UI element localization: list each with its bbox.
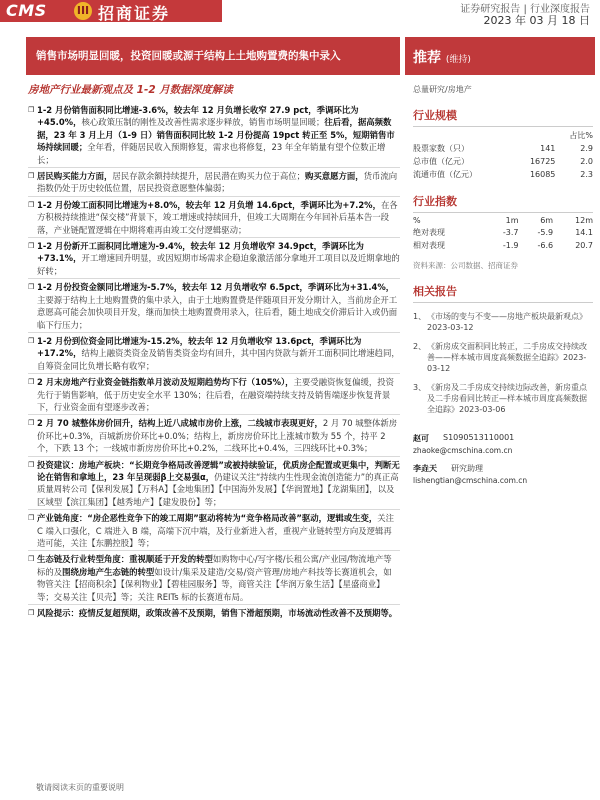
paragraph-text: 在各方积极持续推进“保交楼”背景下，竣工增速或持续回升，但竣工大周期在今年回补后基本告一段落，产业链配置逻辑在中期将难再由竣工交付逻辑驱动； [37, 199, 398, 235]
sidebar [413, 80, 593, 485]
bullet-icon: ❒ [28, 200, 35, 209]
analyst-email[interactable]: lishengtian@cmschina.com.cn [413, 476, 528, 485]
bullet-icon: ❒ [28, 555, 35, 564]
bullet-paragraph [28, 414, 400, 454]
bullet-icon: ❒ [28, 460, 35, 469]
table-header-row [413, 215, 593, 226]
table-row [413, 168, 593, 181]
key-point-text: 风险提示：疫情反复超预期，政策改善不及预期，销售下滑超预期，市场流动性改善不及预期等。 [37, 608, 398, 619]
key-point-text: 往后看，据高频数据，23 年 3 月上月（1-9 日）销售面积同比较 1-2 月份提高 19pct 转正至 5%，短期销售市场持续回暖； [37, 117, 395, 153]
key-point-text: 1-2 月份竣工面积同比增速为+8.0%，较去年 12 月负增 14.6pct，季调环比为+7.2%， [37, 199, 381, 210]
bullet-icon: ❒ [28, 419, 35, 428]
report-title: 销售市场明显回暖，投资回暖或源于结构上土地购置费的集中录入 [36, 50, 341, 62]
cell: 16725 [529, 157, 556, 166]
bullet-icon: ❒ [28, 172, 35, 181]
bullet-paragraph [28, 456, 400, 509]
bullet-paragraph [28, 604, 400, 619]
cell: 总市值（亿元） [413, 157, 469, 166]
cell: 2.3 [580, 170, 593, 179]
key-point-text: 1-2 月份到位资金同比增速为-15.2%，较去年 12 月负增收窄 13.6pct，季调环比为+17.2%， [37, 335, 362, 359]
report-title-text: 《新房成交面积同比转正，二手房成交持续改善——样本城市周度高频数据全追踪》2023-03-12 [427, 342, 587, 373]
cell: 16085 [529, 170, 556, 179]
cell: -5.9 [537, 228, 554, 237]
reports-heading: 相关报告 [413, 283, 593, 303]
index-table [413, 215, 593, 252]
bullet-icon: ❒ [28, 336, 35, 345]
paragraph-text: 主要受融资恢复偏缓，投资先行于销售影响，低于历史安全水平 130%；往后看，在融资端持续支持及销售端逐步恢复背景下，行业资金面有望逐步改善； [37, 377, 395, 412]
bullet-paragraph [28, 373, 400, 413]
paragraph-text: 核心政策压制的刚性及改善性需求逐步释放，销售市场明显回暖； [81, 117, 325, 128]
rating-sub: (维持) [445, 55, 471, 65]
paragraph-text: 全年看，伴随居民收入预期修复，需求也将修复，23 年全年销量有望个位数正增长； [37, 142, 386, 165]
bullet-icon: ❒ [28, 283, 35, 292]
scale-table [413, 129, 593, 181]
scale-head: 占比% [569, 131, 593, 140]
report-index: 2、 [413, 342, 427, 351]
report-title-text: 《新房及二手房成交持续边际改善，新房重点及二手房看同比转正—样本城市周度高频数据全追踪》2023-03-06 [427, 383, 587, 414]
cell: 6m [540, 216, 554, 225]
index-heading: 行业指数 [413, 193, 593, 213]
table-row [413, 142, 593, 155]
analyst-section [413, 433, 593, 485]
footer-note: 敬请阅读末页的重要说明 [36, 783, 124, 792]
paragraph-text: 关注 C 端入口强化，C 端进入 B 端，高端下沉中端，及行业新进入者，重视产业链转型方向及逻辑再造可能，关注【东鹏控股】等； [37, 513, 395, 548]
cell: 绝对表现 [413, 228, 445, 237]
cell: -6.6 [537, 241, 554, 250]
analyst-name: 李垚天 [413, 464, 437, 473]
key-point-text: 1-2 月份投资金额同比增速为-5.7%，较去年 12 月负增收窄 6.5pct，季调环比为+31.4%， [37, 282, 395, 293]
cell: 相对表现 [413, 241, 445, 250]
bullet-paragraph [28, 237, 400, 277]
key-point-text: 2 月末房地产行业资金链指数单月波动及短期趋势均下行（105%）， [37, 377, 294, 388]
cell: 股票家数（只） [413, 144, 469, 153]
related-report-link[interactable] [413, 382, 593, 415]
paragraph-text: 仍建议关注“持续内生性现金流创造能力”的真正高质量周转公司【保利发展】【万科A】【金地集团】【中国海外发展】【华润置地】【龙湖集团】，以及区域型【滨江集团】【越秀地产】【建发股份】等； [37, 471, 399, 507]
source-note: 资料来源：公司数据、招商证券 [413, 261, 518, 270]
paragraph-text: 如购物中心/写字楼/长租公寓/产业园/物流地产等标的及 [37, 554, 392, 577]
bullet-icon: ❒ [28, 378, 35, 387]
bullet-icon: ❒ [28, 106, 35, 114]
cell: 1m [505, 216, 519, 225]
key-point-text: 2 月 70 城整体房价回升，结构上近八成城市房价上涨，二线城市表现更好， [37, 418, 323, 429]
cell: 12m [575, 216, 593, 225]
key-point-text: 围绕房地产生态链的转型 [62, 566, 155, 577]
key-point-text: 产业链角度：“房企恶性竞争下的竣工周期”驱动将转为“竞争格局改善”驱动，逻辑或生变， [37, 513, 378, 524]
bullet-paragraph [28, 196, 400, 236]
cell: % [413, 216, 421, 225]
bullet-icon: ❒ [28, 514, 35, 523]
paragraph-text: 如设计/集采及建造/交易/资产管理/房地产科技等长赛道机会，如物管关注【招商积余】【保利物业】【碧桂园服务】等，商管关注【华润万象生活】【星盛商业】等；交易关注【贝壳】等；关注 REITs 标的长赛道布局。 [37, 566, 392, 602]
key-point-text: 1-2 月份销售面积同比增速-3.6%，较去年 12 月负增长收窄 27.9 pct，季调环比为+45.0%， [37, 105, 359, 128]
report-index: 3、 [413, 383, 427, 392]
bullet-icon: ❒ [28, 609, 35, 618]
table-row [413, 226, 593, 239]
bullet-paragraph [28, 332, 400, 372]
scale-heading: 行业规模 [413, 107, 593, 127]
rating-value: 推荐 [413, 50, 441, 66]
analyst-name: 赵可 [413, 434, 429, 443]
cell: 20.7 [575, 241, 593, 250]
page-header [0, 0, 600, 27]
cell: 2.0 [580, 157, 593, 166]
bullet-paragraph [28, 167, 400, 195]
paragraph-text: 开工增速回升明显，或因短期市场需求企稳迫象激活部分拿地开工项目以及近期拿地的好转； [37, 253, 400, 276]
analyst-role: 研究助理 [451, 464, 483, 473]
related-report-link[interactable] [413, 311, 593, 333]
bullet-paragraph [28, 102, 400, 166]
paragraph-text: 结构上融资类资金及销售类资金均有回升，其中国内贷款与新开工面积同比增速趋同，自筹资金同比负增长略有收窄； [37, 348, 400, 371]
logo-cms-text: CMS [6, 1, 47, 20]
rating-label [413, 47, 471, 67]
related-report-link[interactable] [413, 341, 593, 374]
cell: 流通市值（亿元） [413, 170, 477, 179]
report-date: 2023 年 03 月 18 日 [483, 14, 590, 27]
logo-badge-icon: III [74, 2, 92, 20]
cell: 14.1 [575, 228, 593, 237]
main-body [28, 102, 400, 620]
paragraph-text: 主要源于结构上土地购置费的集中录入，由于土地购置费是伴随项目开发分期计入，当前房企开工意愿高可能会加快项目开发，继而加快土地购置费用录入，往后看，随土地成交价滞后计入或仍面临下行压力； [37, 294, 398, 330]
table-row [413, 155, 593, 168]
bullet-paragraph [28, 509, 400, 549]
paragraph-text: 2 月 70 城整体新房价环比+0.3%，百城新房价环比+0.0%；结构上，新房房价环比上涨城市数为 55 个，持平 2 个，下跌 13 个；一线城市新房房价环比+0.2%，二线环比+0.4%，三四线环比+0.3%； [37, 418, 398, 454]
key-point-text: 生态链及行业转型角度：重视顺延于开发的转型 [37, 554, 213, 565]
report-subtitle: 房地产行业最新观点及 1-2 月数据深度解读 [28, 84, 233, 96]
analyst-code: S1090513110001 [443, 433, 515, 442]
cell: 2.9 [580, 144, 593, 153]
key-point-text: 1-2 月份新开工面积同比增速为-9.4%，较去年 12 月负增收窄 34.9pct，季调环比为+73.1%， [37, 241, 364, 264]
category-path: 总量研究/房地产 [413, 85, 472, 94]
cell: -3.7 [502, 228, 519, 237]
bullet-icon: ❒ [28, 242, 35, 251]
analyst-email[interactable]: zhaoke@cmschina.com.cn [413, 446, 513, 455]
key-point-text: 投资建议：房地产板块：“长期竞争格局改善逻辑”或被持续验证，优质房企配置或更集中，判断无论在销售和拿地上，23 年呈现弱β上交易强α， [37, 459, 400, 482]
brand-logo [0, 0, 222, 22]
cell: 141 [540, 144, 556, 153]
paragraph-text: 居民存款余额持续提升，居民潜在购买力位于高位； [112, 171, 305, 182]
report-title-text: 《市场的变与不变——房地产板块最新观点》2023-03-12 [427, 312, 587, 332]
report-index: 1、 [413, 312, 427, 321]
rating-box [405, 37, 595, 75]
logo-cn-text: 招商证券 [98, 4, 171, 23]
table-row [413, 239, 593, 252]
cell: -1.9 [502, 241, 519, 250]
doc-type: 证券研究报告 | 行业深度报告 [460, 4, 590, 15]
bullet-paragraph [28, 550, 400, 603]
title-banner [26, 37, 400, 75]
bullet-paragraph [28, 278, 400, 331]
paragraph-text: 货币流向指数仍处于历史较低位置，居民投资意愿整体偏弱； [37, 171, 398, 194]
key-point-text: 居民购买能力方面， [37, 171, 113, 182]
key-point-text: 购买意愿方面， [305, 171, 364, 182]
